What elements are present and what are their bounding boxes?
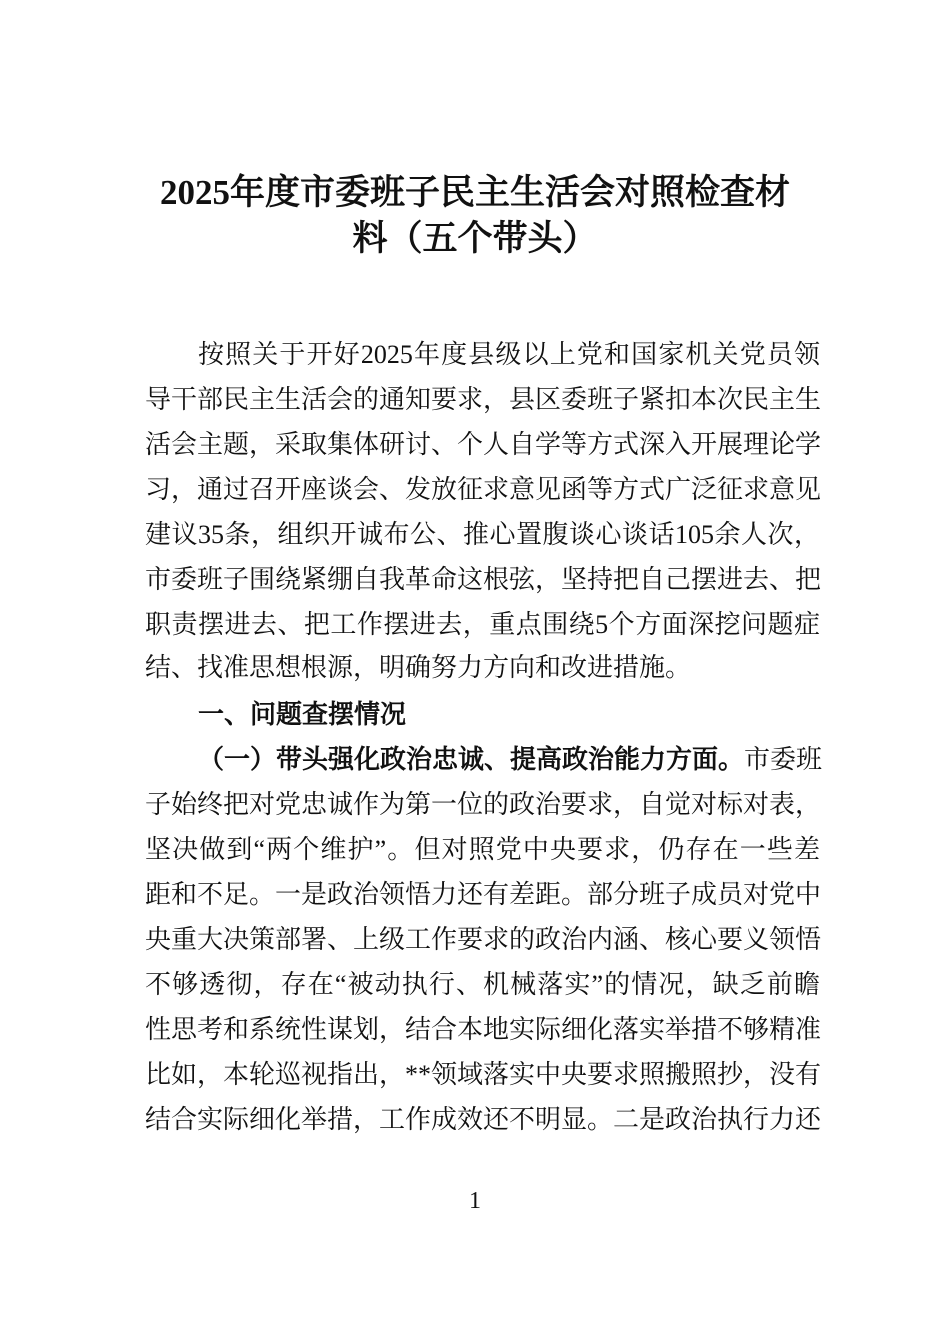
intro-line: 市委班子围绕紧绷自我革命这根弦，坚持把自己摆进去、把 bbox=[145, 565, 822, 594]
intro-line: 活会主题，采取集体研讨、个人自学等方式深入开展理论学 bbox=[145, 430, 822, 459]
intro-line: 导干部民主生活会的通知要求，县区委班子紧扣本次民主生 bbox=[145, 385, 822, 414]
body-line: 央重大决策部署、上级工作要求的政治内涵、核心要义领悟 bbox=[145, 925, 822, 954]
intro-line: 按照关于开好2025年度县级以上党和国家机关党员领 bbox=[198, 340, 820, 369]
intro-line: 建议35条，组织开诚布公、推心置腹谈心谈话105余人次， bbox=[145, 520, 820, 549]
body-line: 性思考和系统性谋划，结合本地实际细化落实举措不够精准 bbox=[145, 1015, 822, 1044]
body-line: 距和不足。一是政治领悟力还有差距。部分班子成员对党中 bbox=[145, 880, 822, 909]
body-line: 结合实际细化举措，工作成效还不明显。二是政治执行力还 bbox=[145, 1105, 822, 1134]
intro-line: 职责摆进去、把工作摆进去，重点围绕5个方面深挖问题症 bbox=[145, 610, 820, 639]
subsection-heading: （一）带头强化政治忠诚、提高政治能力方面。 bbox=[198, 745, 745, 774]
body-line: 子始终把对党忠诚作为第一位的政治要求，自觉对标对表， bbox=[145, 790, 822, 819]
section-heading: 一、问题查摆情况 bbox=[198, 700, 407, 730]
subsection-first-line bbox=[198, 745, 823, 775]
subsection-text: 市委班 bbox=[744, 745, 823, 774]
body-line: 不够透彻，存在“被动执行、机械落实”的情况，缺乏前瞻 bbox=[145, 970, 820, 999]
intro-line: 结、找准思想根源，明确努力方向和改进措施。 bbox=[145, 653, 692, 682]
document-title-line-2: 料（五个带头） bbox=[352, 219, 598, 258]
intro-line: 习，通过召开座谈会、发放征求意见函等方式广泛征求意见 bbox=[145, 475, 822, 504]
body-line: 比如，本轮巡视指出，**领域落实中央要求照搬照抄，没有 bbox=[145, 1060, 822, 1089]
document-title-line-1: 2025年度市委班子民主生活会对照检查材 bbox=[159, 173, 790, 212]
body-line: 坚决做到“两个维护”。但对照党中央要求，仍存在一些差 bbox=[145, 835, 820, 864]
page-number: 1 bbox=[469, 1188, 481, 1214]
